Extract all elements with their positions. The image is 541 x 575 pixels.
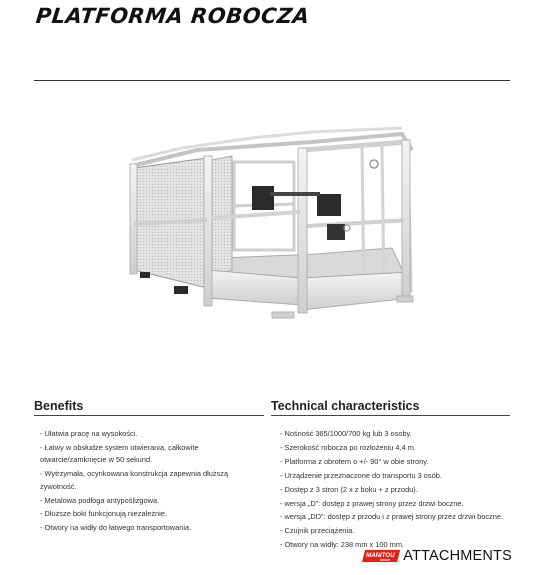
list-item: - Otwory na widły: 238 mm x 100 mm. bbox=[280, 540, 405, 550]
list-item: - Ułatwia pracę na wysokości. bbox=[40, 429, 138, 438]
technical-list bbox=[280, 428, 510, 553]
list-item: - wersja „D”: dostęp z prawej strony przez drzwi boczne. bbox=[280, 498, 464, 508]
list-item: - Szerokość robocza po rozłożeniu 4,4 m. bbox=[280, 442, 416, 452]
work-platform-image bbox=[112, 120, 442, 335]
benefits-heading: Benefits bbox=[34, 399, 84, 413]
brand-footer bbox=[362, 544, 512, 568]
list-item: - Nośność 365/1000/700 kg lub 3 osoby. bbox=[280, 429, 412, 438]
benefits-divider bbox=[34, 415, 264, 416]
list-item: - Platforma z obrotem o +/- 90° w obie strony. bbox=[280, 456, 429, 466]
benefits-list bbox=[40, 428, 265, 536]
technical-divider bbox=[271, 415, 510, 416]
list-item: - Otwory na widły do łatwego transportowania. bbox=[40, 523, 192, 533]
page-title: PLATFORMA ROBOCZA bbox=[34, 4, 311, 28]
list-item: - wersja „DD”: dostęp z przodu i z prawej strony przez drzwi boczne. bbox=[280, 512, 504, 522]
svg-text:GROUP: GROUP bbox=[380, 558, 390, 562]
list-item: - Dostęp z 3 stron (2 x z boku + z przodu). bbox=[280, 484, 418, 494]
brand-name: ATTACHMENTS bbox=[403, 548, 512, 564]
list-item: - Łatwy w obsłudze system otwierania, całkowite otwarcie/zamknięcie w 50 sekund. bbox=[40, 442, 199, 465]
list-item: - Wytrzymała, ocynkowana konstrukcja zapewnia dłuższą żywotność. bbox=[40, 469, 229, 491]
list-item: - Dłuższe boki funkcjonują niezależnie. bbox=[40, 509, 167, 519]
title-divider bbox=[34, 80, 510, 81]
manitou-logo bbox=[362, 546, 400, 566]
svg-text:MANITOU: MANITOU bbox=[366, 551, 395, 559]
list-item: - Metalowa podłoga antypoślizgowa. bbox=[40, 495, 160, 505]
list-item: - Urządzenie przeznaczone do transportu 3 osób. bbox=[280, 470, 442, 480]
technical-heading: Technical characteristics bbox=[271, 399, 420, 413]
list-item: - Czujnik przeciążenia. bbox=[280, 526, 355, 536]
